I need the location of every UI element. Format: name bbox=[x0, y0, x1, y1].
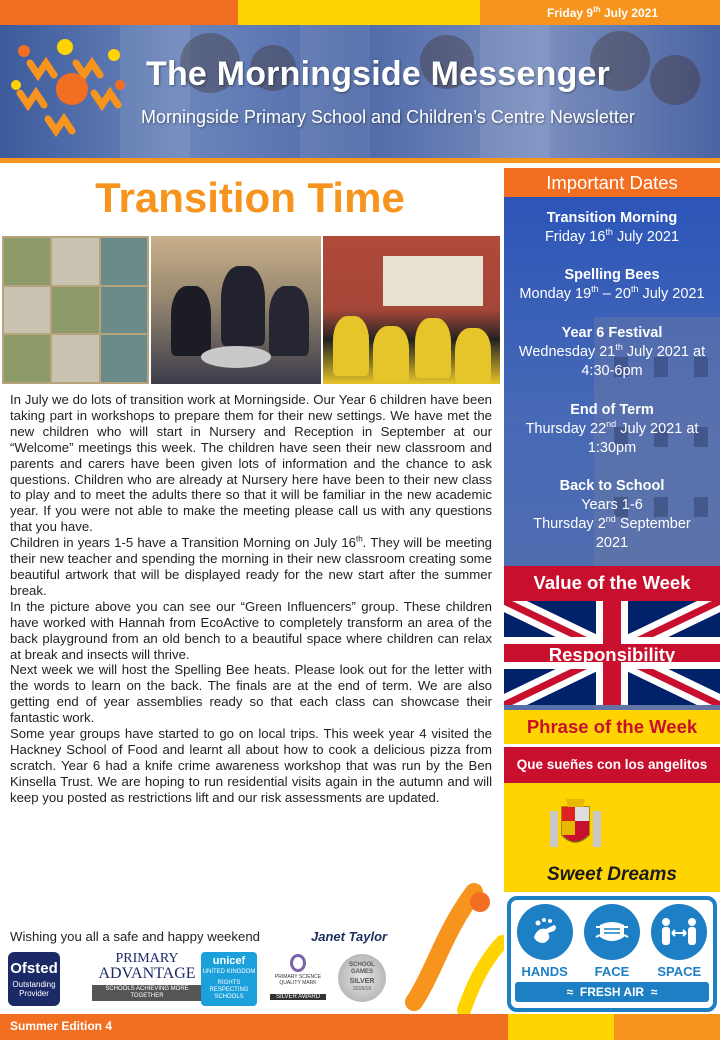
important-dates-heading: Important Dates bbox=[504, 168, 720, 197]
event-transition-morning: Transition Morning Friday 16th July 2021 bbox=[544, 210, 680, 245]
divider bbox=[0, 158, 720, 163]
paragraph: Children in years 1-5 have a Transition Morning on July 16th. They will be meeting their new teacher and spending the morning in their new classroom creating some beautiful artwork that will be displayed ready for the new start after the summer break. bbox=[10, 534, 493, 598]
paragraph: In July we do lots of transition work at Morningside. Our Year 6 children have been taking part in workshops to prepare them for their new settings. We have met the new children who will start in Nursery and Reception in September at our “Welcome” meetings this week. The children have seen their new classroom and parents and carers have been given lots of information and the chance to ask questions. Children who are already at Nursery here have been to their new class to play and to meet the adults there so that it will be familiar in the new academic year. If you were not able to make the meeting please call us with any questions that you have. bbox=[10, 392, 492, 535]
paragraph: In the picture above you can see our “Green Influencers” group. These children have worked with Hannah from EcoActive to completely transform an area of the back playground from an old bench to a beautiful space where children can relax at break and insects will thrive. bbox=[10, 598, 492, 662]
edition-label: Summer Edition 4 bbox=[10, 1019, 113, 1033]
photo-grid-image bbox=[2, 236, 149, 384]
value-of-week-heading: Value of the Week bbox=[504, 566, 720, 601]
space-label: SPACE bbox=[657, 964, 702, 979]
social-distance-icon bbox=[651, 904, 707, 960]
wind-icon: ≈ bbox=[566, 985, 580, 999]
spanish-crest-icon bbox=[548, 797, 603, 857]
event-spelling-bees: Spelling Bees Monday 19th – 20th July 2021 bbox=[519, 267, 705, 302]
paragraph: Next week we will host the Spelling Bee heats. Please look out for the letter with the words to learn on the back. The finals are at the end of term. We are also getting end of year assemblies ready so that each class can showcase their fantastic work. bbox=[10, 662, 492, 726]
event-back-to-school: Back to School Years 1-6 Thursday 2nd September 2021 bbox=[533, 478, 691, 551]
phrase-text: Que sueñes con los angelitos bbox=[504, 747, 720, 783]
hands-face-space-panel bbox=[504, 892, 720, 1016]
phrase-of-week-heading: Phrase of the Week bbox=[504, 710, 720, 744]
value-word: Responsibility bbox=[548, 644, 676, 665]
event-year6-festival: Year 6 Festival Wednesday 21th July 2021 at 4:30-6pm bbox=[518, 325, 706, 379]
accreditation-logos bbox=[8, 952, 498, 1008]
newsletter-subtitle: Morningside Primary School and Children’s Centre Newsletter bbox=[141, 107, 635, 127]
paragraph: Some year groups have started to go on local trips. This week year 4 visited the Hackney School of Food and learnt all about how to cook a delicious pizza from scratch. Year 6 had a knife crime awareness workshop that was run by the Ben Kinsella Trust. We are hoping to run residential visits again in the autumn and will keep you posted as restrictions lift and our risk assessments are updated. bbox=[10, 726, 492, 805]
newsletter-title: The Morningside Messenger bbox=[146, 55, 611, 93]
hand-washing-icon bbox=[517, 904, 573, 960]
signature: Janet Taylor bbox=[311, 929, 388, 944]
ofsted-logo: Ofsted Outstanding Provider bbox=[8, 952, 60, 1006]
header-banner bbox=[0, 25, 720, 158]
face-mask-icon bbox=[584, 904, 640, 960]
signoff-text: Wishing you all a safe and happy weekend bbox=[10, 929, 260, 944]
cooking-workshop-photo bbox=[151, 236, 321, 384]
event-end-of-term: End of Term Thursday 22nd July 2021 at 1:30pm bbox=[525, 402, 699, 456]
science-quality-mark-logo: PRIMARY SCIENCE QUALITY MARK SILVER AWARD bbox=[270, 952, 326, 1006]
fresh-air-label: ≈ FRESH AIR ≈ bbox=[515, 982, 709, 1002]
face-label: FACE bbox=[594, 964, 630, 979]
phrase-translation: Sweet Dreams bbox=[504, 858, 720, 892]
spain-flag-icon bbox=[504, 783, 720, 858]
wind-icon: ≈ bbox=[644, 985, 658, 999]
green-influencers-photo bbox=[323, 236, 500, 384]
primary-advantage-logo: PRIMARY ADVANTAGE SCHOOLS ACHIEVING MORE TOGETHER bbox=[92, 952, 202, 1006]
hands-label: HANDS bbox=[521, 964, 568, 979]
school-logo-icon bbox=[10, 33, 130, 143]
unicef-logo: unicef UNITED KINGDOM RIGHTS RESPECTING SCHOOLS bbox=[201, 952, 257, 1006]
school-games-logo: SCHOOL GAMES SILVER 2018/19 bbox=[338, 954, 386, 1002]
article-headline: Transition Time bbox=[95, 174, 405, 221]
article-body bbox=[10, 392, 492, 806]
issue-date: Friday 9th July 2021 bbox=[547, 5, 658, 20]
photo-collage bbox=[2, 236, 502, 384]
